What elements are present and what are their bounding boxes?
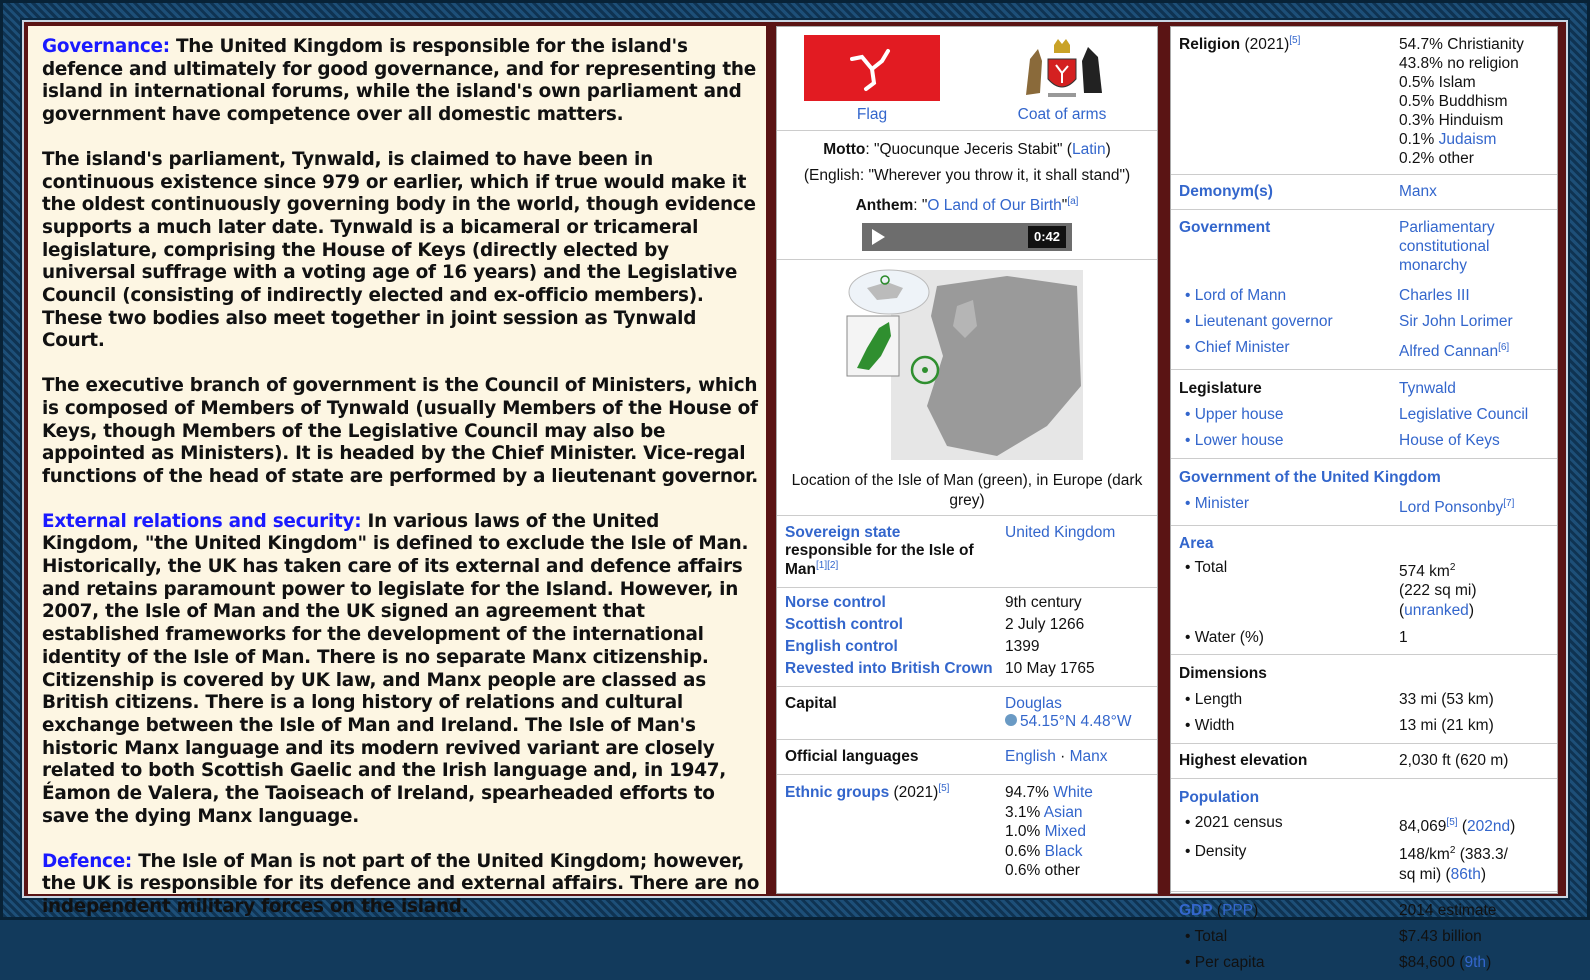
flag-image[interactable] xyxy=(804,35,940,101)
demonym-value[interactable]: Manx xyxy=(1399,183,1437,200)
capital-value-block xyxy=(1005,695,1149,731)
legislature-house-row xyxy=(1171,428,1557,454)
motto-text: : "Quocunque Jeceris Stabit" ( xyxy=(865,141,1072,158)
gdp-pc-row: • Per capita $84,600 (9th) xyxy=(1171,950,1557,976)
religion-row xyxy=(1171,33,1557,170)
minister-label[interactable]: • Minister xyxy=(1179,493,1399,519)
play-icon[interactable] xyxy=(872,229,885,245)
motto-line xyxy=(785,137,1149,163)
history-row xyxy=(777,636,1157,658)
external-relations-heading: External relations and security: xyxy=(42,510,362,532)
language-english[interactable]: English xyxy=(1005,748,1056,766)
gov-leader-ref[interactable]: [6] xyxy=(1498,342,1510,353)
infobox-right xyxy=(1170,26,1558,972)
languages-section xyxy=(777,740,1157,775)
area-label[interactable]: Area xyxy=(1179,535,1214,553)
religion-section xyxy=(1171,27,1557,175)
religion-ref[interactable]: [5] xyxy=(1289,35,1301,46)
external-relations-paragraph xyxy=(42,511,760,829)
pop-rank-link[interactable]: 202nd xyxy=(1467,818,1511,836)
religion-year: (2021) xyxy=(1240,36,1290,54)
ethnic-ref[interactable]: [5] xyxy=(938,783,950,795)
history-value: 10 May 1765 xyxy=(1005,660,1095,678)
defence-heading: Defence: xyxy=(42,850,133,872)
motto-anthem-section xyxy=(777,131,1157,260)
governance-paragraph xyxy=(42,36,760,127)
globe-icon xyxy=(1005,714,1017,726)
history-row xyxy=(777,658,1157,680)
audio-player xyxy=(785,223,1149,251)
gov-leader-row xyxy=(1171,335,1557,365)
religion-item: 0.2% other xyxy=(1399,150,1474,167)
uk-government-label[interactable]: Government of the United Kingdom xyxy=(1179,469,1441,487)
house-label[interactable]: • Upper house xyxy=(1179,404,1399,426)
gov-leader-row xyxy=(1171,283,1557,309)
defence-text: The Isle of Man is not part of the United Kingdom; however, the UK is responsible for its defence and external affairs. There are no independent military forces on the island. xyxy=(42,850,760,917)
religion-item: 54.7% Christianity xyxy=(1399,36,1524,53)
elevation-label: Highest elevation xyxy=(1179,751,1308,769)
audio-time: 0:42 xyxy=(1028,226,1066,248)
dim-length-row: • Length 33 mi (53 km) xyxy=(1171,687,1557,713)
language-manx[interactable]: Manx xyxy=(1069,748,1108,766)
gov-leader-value[interactable]: Alfred Cannan xyxy=(1399,343,1499,361)
legislature-value[interactable]: Tynwald xyxy=(1399,380,1456,398)
coat-of-arms-image[interactable] xyxy=(1012,35,1112,101)
population-label[interactable]: Population xyxy=(1179,788,1260,806)
flag-block xyxy=(777,35,967,124)
ethnic-item: 0.6% Black xyxy=(1005,842,1083,860)
sovereign-value[interactable]: United Kingdom xyxy=(1005,524,1116,542)
gdp-estimate: 2014 estimate xyxy=(1399,902,1497,920)
gov-leader-value[interactable]: Charles III xyxy=(1399,287,1470,304)
pop-census-row: • 2021 census 84,069[5] (202nd) xyxy=(1171,810,1557,839)
area-water-row xyxy=(1171,626,1557,650)
government-value[interactable]: Parliamentary constitutional monarchy xyxy=(1399,219,1495,274)
minister-value[interactable]: Lord Ponsonby xyxy=(1399,499,1504,517)
legislature-house-row xyxy=(1171,402,1557,428)
history-section xyxy=(777,588,1157,687)
gdp-section xyxy=(1171,892,1557,980)
demonym-section xyxy=(1171,175,1557,210)
dimensions-label: Dimensions xyxy=(1179,664,1267,682)
history-value: 2 July 1266 xyxy=(1005,616,1085,634)
governance-text: The United Kingdom is responsible for the island's defence and ultimately for good governance, and for representing the island in international forums, while the island's own parliament and government have competence over all domestic matters. xyxy=(42,36,756,126)
religion-item: 0.5% Buddhism xyxy=(1399,93,1508,110)
ethnic-row xyxy=(777,781,1157,883)
sovereign-label-text: responsible for the Isle of Man xyxy=(785,542,974,579)
government-label[interactable]: Government xyxy=(1179,219,1271,236)
anthem-link[interactable]: O Land of Our Birth xyxy=(927,197,1062,215)
history-label[interactable]: Norse control xyxy=(785,594,886,612)
ethnic-item: 1.0% Mixed xyxy=(1005,823,1086,841)
motto-language-link[interactable]: Latin xyxy=(1071,141,1106,158)
religion-item: 0.3% Hinduism xyxy=(1399,112,1504,129)
anthem-ref[interactable]: [a] xyxy=(1067,196,1079,207)
uk-government-section xyxy=(1171,459,1557,526)
location-map[interactable] xyxy=(847,266,1087,462)
ethnic-values xyxy=(1005,783,1149,881)
capital-link[interactable]: Douglas xyxy=(1005,695,1062,713)
dim-width-row: • Width 13 mi (21 km) xyxy=(1171,713,1557,739)
house-value[interactable]: House of Keys xyxy=(1399,432,1500,450)
house-value[interactable]: Legislative Council xyxy=(1399,406,1529,424)
language-sep: · xyxy=(1055,748,1070,766)
capital-coords[interactable]: 54.15°N 4.48°W xyxy=(1020,713,1132,731)
history-row xyxy=(777,592,1157,614)
motto-english: (English: "Wherever you throw it, it shall stand") xyxy=(803,167,1131,184)
tynwald-paragraph: The island's parliament, Tynwald, is claimed to have been in continuous existence since 979 or earlier, which if true would make it the oldest continuously governing body in the world, though evidence supports a much later date. Tynwald is a bicameral or tricameral legislature, comprising the House of Keys (directly elected by universal suffrage with a voting age of 16 years) and the Legislative Council (consisting of indirectly elected and ex-officio members). These two bodies also meet together in joint session as Tynwald Court. xyxy=(42,148,756,352)
gov-leader-row xyxy=(1171,309,1557,335)
demonym-label[interactable]: Demonym(s) xyxy=(1179,183,1273,200)
capital-row xyxy=(777,693,1157,733)
map-section xyxy=(777,260,1157,516)
history-label[interactable]: Scottish control xyxy=(785,616,903,634)
legislature-row xyxy=(1171,376,1557,402)
gov-leader-label[interactable]: • Lieutenant governor xyxy=(1179,311,1399,333)
executive-paragraph: The executive branch of government is the Council of Ministers, which is composed of Members of Tynwald (usually Members of the House of Keys, though Members of the Legislative Council may also be appointed as Ministers). It is headed by the Chief Minister. Vice-regal functions of the head of state are performed by a lieutenant governor. xyxy=(42,375,759,487)
gov-leader-value[interactable]: Sir John Lorimer xyxy=(1399,313,1513,330)
history-label[interactable]: Revested into British Crown xyxy=(785,660,993,678)
ppp-link[interactable]: PPP xyxy=(1222,902,1254,920)
motto-close: ) xyxy=(1105,141,1111,158)
map-caption: Location of the Isle of Man (green), in Europe (dark grey) xyxy=(791,472,1143,510)
density-rank-link[interactable]: 86th xyxy=(1450,866,1481,884)
flag-coat-section xyxy=(777,27,1157,131)
ethnic-item: 0.6% other xyxy=(1005,862,1080,880)
history-value: 1399 xyxy=(1005,638,1040,656)
history-row xyxy=(777,614,1157,636)
history-label[interactable]: English control xyxy=(785,638,898,656)
elevation-row xyxy=(1171,750,1557,772)
area-water-label: • Water (%) xyxy=(1179,628,1399,648)
pop-density-row: • Density $148/km^2$ (383.3/ sq mi) (86th) xyxy=(1171,839,1557,887)
defence-paragraph xyxy=(42,851,760,919)
religion-item: 43.8% no religion xyxy=(1399,55,1519,72)
area-water-value: 1 xyxy=(1399,629,1408,647)
anthem-line xyxy=(785,189,1149,219)
history-value: 9th century xyxy=(1005,594,1082,612)
population-section xyxy=(1171,779,1557,892)
ethnic-item: 3.1% Asian xyxy=(1005,803,1083,821)
anthem-open: : " xyxy=(913,197,928,215)
governance-heading: Governance: xyxy=(42,36,170,57)
government-row xyxy=(1171,216,1557,277)
article-text-panel xyxy=(28,26,766,917)
gdp-rank-link[interactable]: 9th xyxy=(1464,954,1487,972)
sovereign-label-link[interactable]: Sovereign state xyxy=(785,524,901,542)
external-relations-text: In various laws of the United Kingdom, "the United Kingdom" is defined to exclude the Isle of Man. Historically, the UK has taken care of its external and defence affairs and retains paramount power to legislate for the Island. However, in 2007, the Isle of Man and the UK signed an agreement that established frameworks for the development of the international identity of the Isle of Man. There is no separate Manx citizenship. Citizenship is covered by UK law, and Manx people are classed as British citizens. There is a long history of relations and cultural exchange between the Isle of Man and Ireland. The Isle of Man's historic Manx language and its modern revived variant are closely related to both Scottish Gaelic and the Irish language and, in 1947, Éamon de Valera, the Taoiseach of Ireland, spearheaded efforts to save the dying Manx language. xyxy=(42,510,749,827)
area-total-label: • Total xyxy=(1179,558,1399,621)
ethnic-section xyxy=(777,775,1157,889)
flag-caption[interactable]: Flag xyxy=(856,106,888,123)
anthem-close: " xyxy=(1061,197,1068,215)
legislature-section xyxy=(1171,370,1557,459)
religion-item: 0.1% Judaism xyxy=(1399,131,1497,148)
religion-item: 0.5% Islam xyxy=(1399,74,1476,91)
languages-label: Official languages xyxy=(785,748,919,766)
gov-leader-label[interactable]: • Lord of Mann xyxy=(1179,285,1399,307)
audio-bar xyxy=(862,223,1072,251)
demonym-row xyxy=(1171,181,1557,203)
minister-row xyxy=(1171,491,1557,521)
gov-leader-label[interactable]: • Chief Minister xyxy=(1179,337,1399,363)
government-section xyxy=(1171,210,1557,370)
minister-ref[interactable]: [7] xyxy=(1503,498,1515,510)
anthem-label: Anthem xyxy=(855,197,914,215)
ethnic-item: 94.7% White xyxy=(1005,784,1093,802)
religion-values xyxy=(1399,35,1549,168)
coat-caption[interactable]: Coat of arms xyxy=(1017,106,1107,123)
legislature-label: Legislature xyxy=(1179,380,1262,398)
house-label[interactable]: • Lower house xyxy=(1179,430,1399,452)
languages-row xyxy=(777,746,1157,768)
sovereign-section xyxy=(777,516,1157,588)
dimensions-section xyxy=(1171,655,1557,744)
infobox-middle xyxy=(776,26,1158,894)
languages-value xyxy=(1005,748,1149,766)
gdp-label[interactable]: GDP xyxy=(1179,902,1213,920)
area-section xyxy=(1171,526,1557,655)
area-rank-link[interactable]: unranked xyxy=(1404,601,1469,619)
gdp-row: GDP (PPP) 2014 estimate xyxy=(1171,898,1557,924)
ethnic-label[interactable]: Ethnic groups xyxy=(785,784,890,802)
motto-label: Motto xyxy=(823,141,866,158)
capital-label: Capital xyxy=(785,695,837,713)
area-total-row: • Total 574 $km^2$ (222 sq mi) (unranked) xyxy=(1171,556,1557,623)
sovereign-ref[interactable]: [1][2] xyxy=(816,560,839,572)
religion-label: Religion xyxy=(1179,36,1241,54)
content-area xyxy=(22,20,1568,972)
coat-block xyxy=(967,35,1157,124)
elevation-value: 2,030 ft (620 m) xyxy=(1399,751,1509,769)
sovereign-row xyxy=(777,522,1157,581)
elevation-section xyxy=(1171,744,1557,779)
capital-section xyxy=(777,687,1157,740)
ethnic-year: (2021) xyxy=(889,784,939,802)
gdp-total-row: • Total $7.43 billion xyxy=(1171,924,1557,950)
